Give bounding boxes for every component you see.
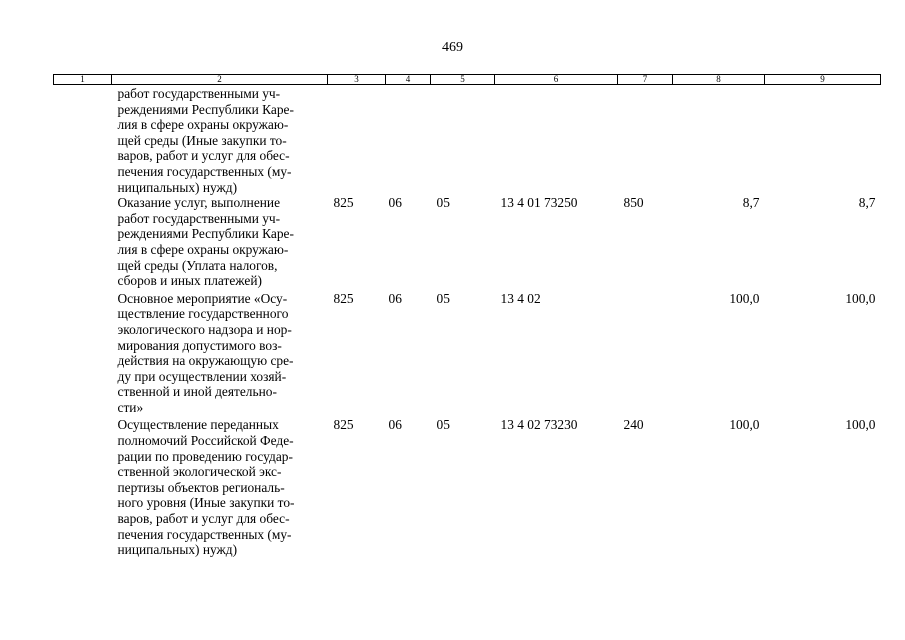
expense-name-line: Основное мероприятие «Осу-	[117, 290, 288, 306]
expense-name-line: ного уровня (Иные закупки то-	[117, 495, 295, 511]
column-header-4: 4	[386, 75, 431, 85]
expense-name-line: ниципальных) нужд)	[117, 542, 238, 558]
expense-name-line: печения государственных (му-	[117, 163, 292, 179]
expense-name-line: сборов и иных платежей)	[117, 273, 262, 289]
expense-name-line: варов, работ и услуг для обес-	[117, 148, 290, 164]
expense-name-line: пертизы объектов региональ-	[117, 479, 285, 495]
ministry-code-cell: 825	[333, 290, 354, 306]
subsection-code-cell: 05	[436, 195, 450, 211]
expense-name-line: ственной экологической экс-	[117, 464, 282, 480]
column-header-5: 5	[431, 75, 495, 85]
target-code-cell: 13 4 02 73230	[500, 417, 578, 433]
amount-2-cell: 8,7	[858, 195, 876, 211]
expense-name-line: ществление государственного	[117, 306, 289, 322]
expense-name-line: ду при осуществлении хозяй-	[117, 368, 287, 384]
subsection-code-cell: 05	[436, 290, 450, 306]
expense-name-line: мирования допустимого воз-	[117, 337, 282, 353]
expense-name-line: рации по проведению государ-	[117, 448, 293, 464]
table-row	[54, 85, 881, 196]
column-header-9: 9	[765, 75, 881, 85]
column-header-6: 6	[495, 75, 618, 85]
column-header-3: 3	[328, 75, 386, 85]
target-code-cell	[495, 85, 618, 196]
section-code-cell: 06	[388, 417, 402, 433]
table-row	[54, 415, 881, 557]
subsection-code-cell	[431, 85, 495, 196]
amount-2-cell: 100,0	[845, 417, 876, 433]
expense-name-line: лия в сфере охраны окружаю-	[117, 241, 289, 257]
expense-name-line: реждениями Республики Каре-	[117, 101, 294, 117]
expense-name-line: сти»	[117, 399, 144, 415]
table-row	[54, 289, 881, 416]
table-header-row	[54, 75, 881, 85]
expense-name-line: щей среды (Уплата налогов,	[117, 257, 278, 273]
expense-name-line: печения государственных (му-	[117, 526, 292, 542]
column-header-7: 7	[618, 75, 673, 85]
section-code-cell	[386, 85, 431, 196]
ministry-code-cell	[328, 85, 386, 196]
budget-table	[53, 74, 881, 558]
expense-name-line: работ государственными уч-	[117, 210, 281, 226]
expense-name-line: лия в сфере охраны окружаю-	[117, 117, 289, 133]
column-header-8: 8	[673, 75, 765, 85]
target-code-cell: 13 4 02	[500, 290, 541, 306]
row-index-cell	[54, 195, 112, 289]
amount-1-cell: 8,7	[742, 195, 760, 211]
column-header-1: 1	[54, 75, 112, 85]
expense-name-line: щей среды (Иные закупки то-	[117, 132, 287, 148]
expense-name-cell	[112, 195, 328, 289]
row-index-cell	[54, 415, 112, 557]
expense-name-cell	[112, 415, 328, 557]
expense-name-line: Осуществление переданных	[117, 417, 279, 433]
expense-name-line: варов, работ и услуг для обес-	[117, 511, 290, 527]
expense-name-line: реждениями Республики Каре-	[117, 226, 294, 242]
target-code-cell: 13 4 01 73250	[500, 195, 578, 211]
ministry-code-cell: 825	[333, 417, 354, 433]
expense-name-cell	[112, 85, 328, 196]
expense-name-cell	[112, 289, 328, 416]
expense-name-line: ственной и иной деятельно-	[117, 384, 277, 400]
amount-1-cell: 100,0	[729, 417, 760, 433]
amount-2-cell: 100,0	[845, 290, 876, 306]
ministry-code-cell: 825	[333, 195, 354, 211]
row-index-cell	[54, 85, 112, 196]
column-header-2: 2	[112, 75, 328, 85]
expense-name-line: Оказание услуг, выполнение	[117, 195, 281, 211]
expense-name-line: экологического надзора и нор-	[117, 321, 292, 337]
row-index-cell	[54, 289, 112, 416]
section-code-cell: 06	[388, 290, 402, 306]
expense-type-cell	[618, 289, 673, 416]
subsection-code-cell: 05	[436, 417, 450, 433]
expense-name-line: ниципальных) нужд)	[117, 179, 238, 195]
expense-type-cell	[618, 85, 673, 196]
expense-name-line: полномочий Российской Феде-	[117, 433, 294, 449]
expense-type-cell: 850	[623, 195, 644, 211]
amount-1-cell	[673, 85, 765, 196]
section-code-cell: 06	[388, 195, 402, 211]
expense-name-line: работ государственными уч-	[117, 86, 281, 101]
page-number: 469	[442, 40, 463, 55]
expense-type-cell: 240	[623, 417, 644, 433]
expense-name-line: действия на окружающую сре-	[117, 353, 294, 369]
amount-1-cell: 100,0	[729, 290, 760, 306]
table-row	[54, 195, 881, 289]
amount-2-cell	[765, 85, 881, 196]
